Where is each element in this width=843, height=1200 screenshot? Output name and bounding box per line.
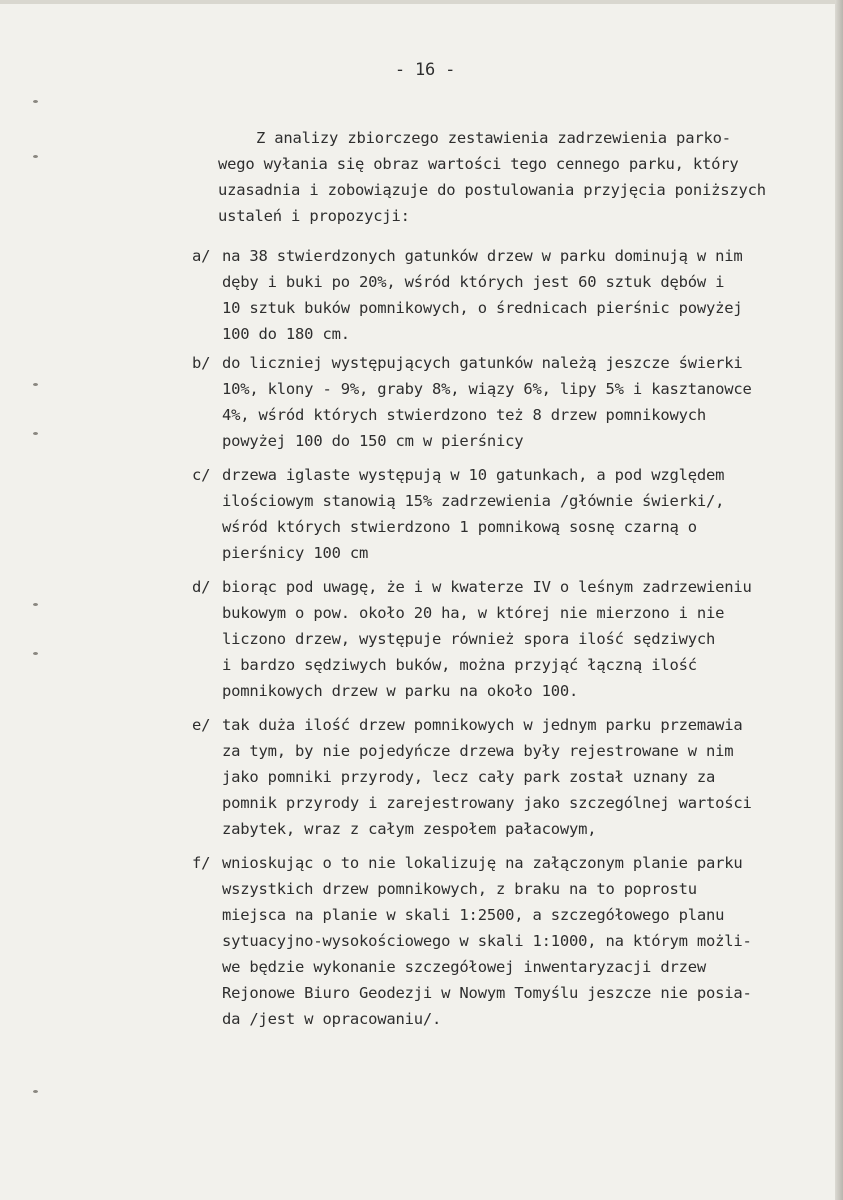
page-top-edge [0,0,843,4]
list-item-line: wnioskując o to nie lokalizuję na załączonym planie parku [222,854,743,872]
list-item-line: tak duża ilość drzew pomnikowych w jednym parku przemawia [222,716,743,734]
list-item-line: biorąc pod uwagę, że i w kwaterze IV o leśnym zadrzewieniu [222,578,752,596]
intro-line: Z analizy zbiorczego zestawienia zadrzewienia parko- [256,129,731,147]
list-item-line: sytuacyjno-wysokościowego w skali 1:1000, na którym możli- [222,932,752,950]
punch-hole-mark [33,652,38,655]
list-item-marker: b/ [192,354,211,372]
list-item-marker: c/ [192,466,211,484]
list-item-line: 4%, wśród których stwierdzono też 8 drzew pomnikowych [222,406,706,424]
list-item-line: jako pomniki przyrody, lecz cały park został uznany za [222,768,716,786]
list-item-line: 10%, klony - 9%, graby 8%, wiązy 6%, lipy 5% i kasztanowce [222,380,752,398]
list-item-marker: e/ [192,716,211,734]
list-item-line: wśród których stwierdzono 1 pomnikową sosnę czarną o [222,518,697,536]
list-item-line: na 38 stwierdzonych gatunków drzew w parku dominują w nim [222,247,743,265]
intro-line: wego wyłania się obraz wartości tego cennego parku, który [218,155,739,173]
list-item-line: liczono drzew, występuje również spora ilość sędziwych [222,630,716,648]
list-item-marker: a/ [192,247,211,265]
list-item-line: 10 sztuk buków pomnikowych, o średnicach pierśnic powyżej [222,299,743,317]
list-item-line: wszystkich drzew pomnikowych, z braku na to poprostu [222,880,697,898]
punch-hole-mark [33,1090,38,1093]
punch-hole-mark [33,603,38,606]
list-item-line: dęby i buki po 20%, wśród których jest 60 sztuk dębów i [222,273,725,291]
list-item-line: ilościowym stanowią 15% zadrzewienia /głównie świerki/, [222,492,725,510]
punch-hole-mark [33,100,38,103]
punch-hole-mark [33,383,38,386]
list-item-line: zabytek, wraz z całym zespołem pałacowym, [222,820,597,838]
list-item-line: pierśnicy 100 cm [222,544,369,562]
list-item-marker: d/ [192,578,211,596]
intro-line: ustaleń i propozycji: [218,207,410,225]
punch-hole-mark [33,155,38,158]
list-item-line: pomnik przyrody i zarejestrowany jako szczególnej wartości [222,794,752,812]
list-item-line: we będzie wykonanie szczegółowej inwentaryzacji drzew [222,958,706,976]
list-item-line: bukowym o pow. około 20 ha, w której nie mierzono i nie [222,604,725,622]
list-item-marker: f/ [192,854,211,872]
punch-hole-mark [33,432,38,435]
list-item-line: za tym, by nie pojedyńcze drzewa były rejestrowane w nim [222,742,734,760]
list-item-line: powyżej 100 do 150 cm w pierśnicy [222,432,524,450]
list-item-line: Rejonowe Biuro Geodezji w Nowym Tomyślu jeszcze nie posia- [222,984,752,1002]
list-item-line: i bardzo sędziwych buków, można przyjąć łączną ilość [222,656,697,674]
list-item-line: drzewa iglaste występują w 10 gatunkach, a pod względem [222,466,725,484]
page-number: - 16 - [394,60,456,80]
list-item-line: miejsca na planie w skali 1:2500, a szczegółowego planu [222,906,725,924]
list-item-line: pomnikowych drzew w parku na około 100. [222,682,579,700]
page-right-edge [835,0,843,1200]
intro-line: uzasadnia i zobowiązuje do postulowania przyjęcia poniższych [218,181,766,199]
list-item-line: 100 do 180 cm. [222,325,350,343]
list-item-line: do liczniej występujących gatunków należą jeszcze świerki [222,354,743,372]
list-item-line: da /jest w opracowaniu/. [222,1010,442,1028]
